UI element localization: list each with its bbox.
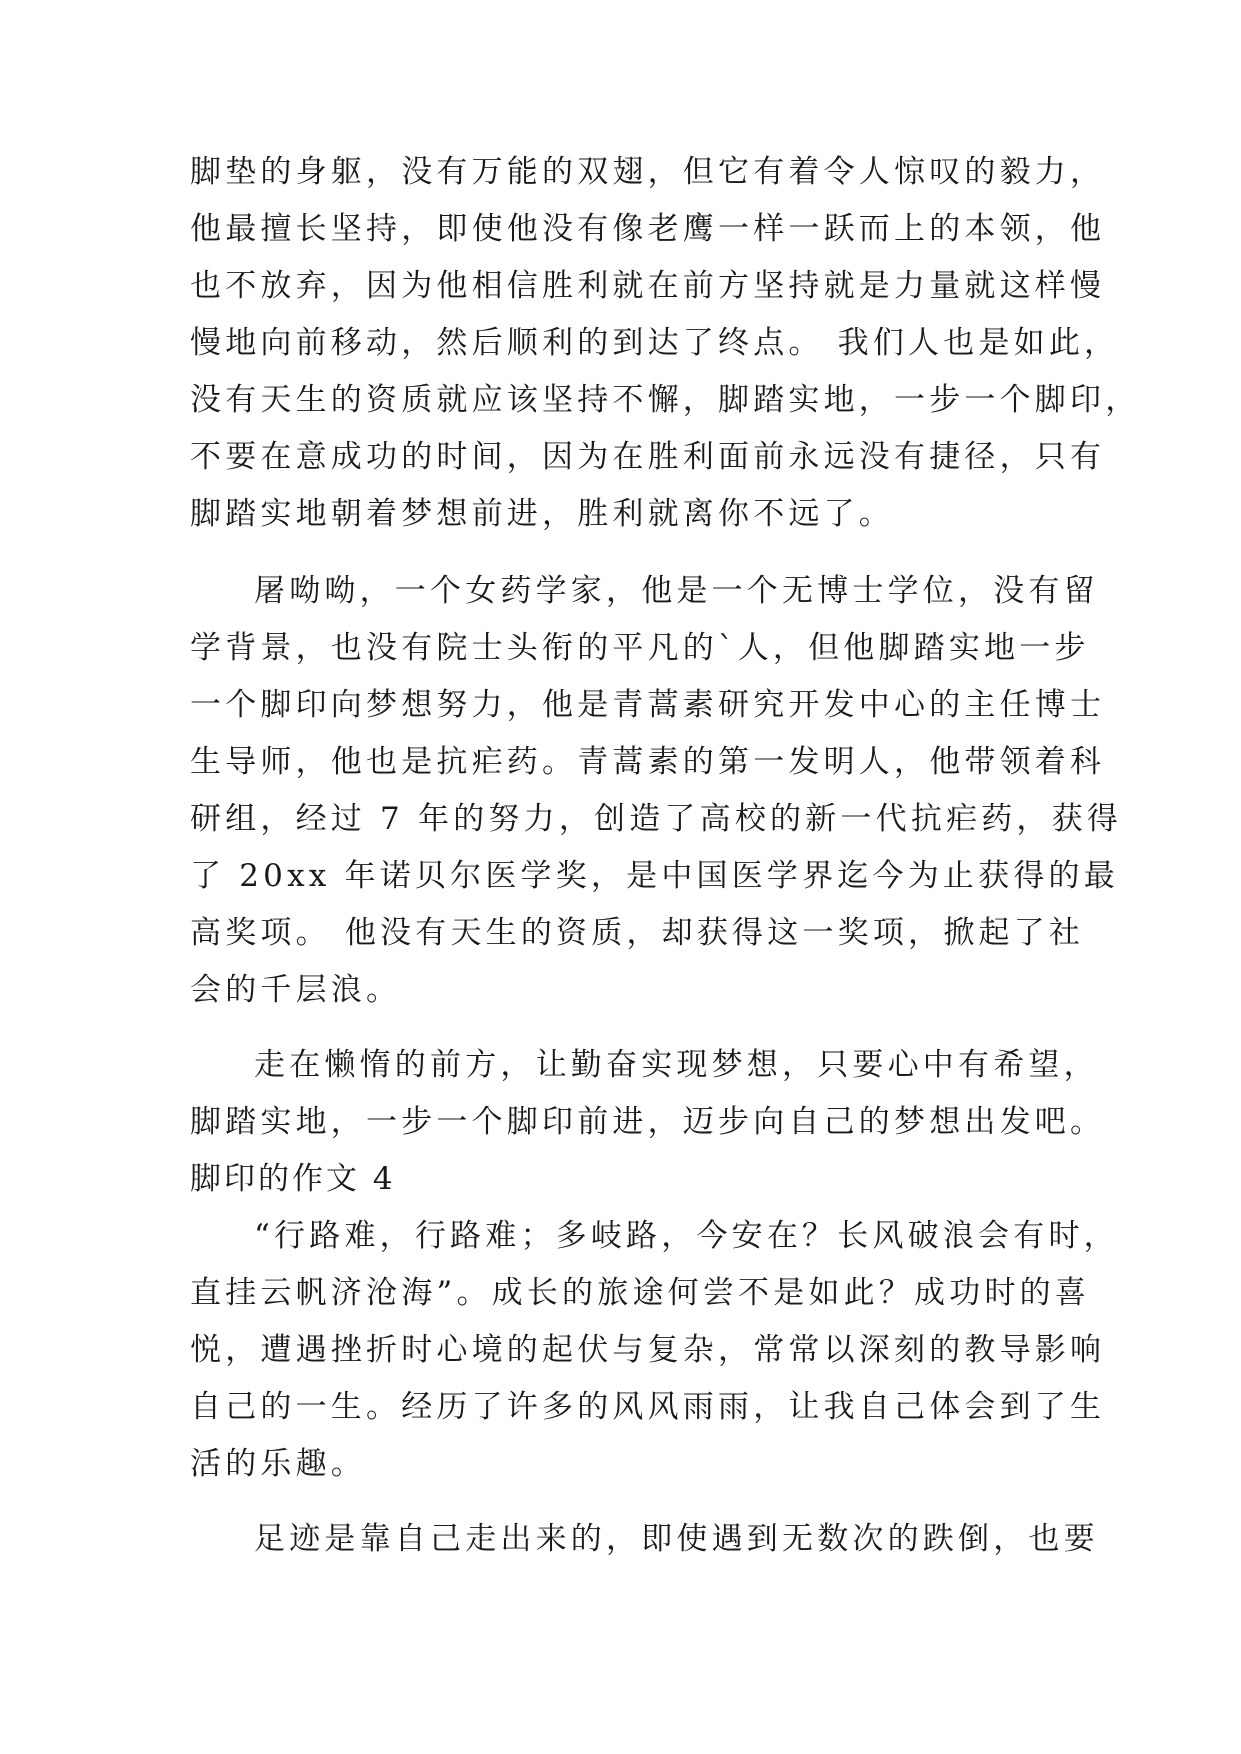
text-line: 悦，遭遇挫折时心境的起伏与复杂，常常以深刻的教导影响 — [190, 1332, 1106, 1368]
text-line: 他最擅长坚持，即使他没有像老鹰一样一跃而上的本领，他 — [190, 211, 1106, 247]
text-line: 直挂云帆济沧海”。成长的旅途何尝不是如此？成功时的喜 — [190, 1275, 1091, 1311]
text-line: 脚踏实地朝着梦想前进，胜利就离你不远了。 — [190, 496, 894, 532]
text-line: 学背景，也没有院士头衔的平凡的`人，但他脚踏实地一步 — [190, 630, 1090, 666]
paragraph-start-line: “行路难，行路难；多岐路，今安在？长风破浪会有时， — [254, 1218, 1119, 1254]
section-heading: 脚印的作文 4 — [190, 1161, 396, 1197]
text-line: 也不放弃，因为他相信胜利就在前方坚持就是力量就这样慢 — [190, 268, 1106, 304]
text-line: 了 20xx 年诺贝尔医学奖，是中国医学界迄今为止获得的最 — [190, 858, 1119, 894]
text-line: 一个脚印向梦想努力，他是青蒿素研究开发中心的主任博士 — [190, 687, 1106, 723]
text-line: 没有天生的资质就应该坚持不懈，脚踏实地，一步一个脚印， — [190, 382, 1141, 418]
text-line: 脚垫的身躯，没有万能的双翅，但它有着令人惊叹的毅力， — [190, 154, 1106, 190]
text-line: 高奖项。 他没有天生的资质，却获得这一奖项，掀起了社 — [190, 915, 1085, 951]
text-line: 脚踏实地，一步一个脚印前进，迈步向自己的梦想出发吧。 — [190, 1104, 1106, 1140]
text-line: 自己的一生。经历了许多的风风雨雨，让我自己体会到了生 — [190, 1389, 1106, 1425]
text-line: 不要在意成功的时间，因为在胜利面前永远没有捷径，只有 — [190, 439, 1106, 475]
text-line: 慢地向前移动，然后顺利的到达了终点。 我们人也是如此， — [190, 325, 1120, 361]
text-line: 研组，经过 7 年的努力，创造了高校的新一代抗疟药，获得 — [190, 801, 1123, 837]
paragraph-start-line: 屠呦呦，一个女药学家，他是一个无博士学位，没有留 — [254, 573, 1099, 609]
text-line: 会的千层浪。 — [190, 972, 402, 1008]
paragraph-start-line: 足迹是靠自己走出来的，即使遇到无数次的跌倒，也要 — [254, 1521, 1099, 1557]
text-line: 生导师，他也是抗疟药。青蒿素的第一发明人，他带领着科 — [190, 744, 1106, 780]
paragraph-start-line: 走在懒惰的前方，让勤奋实现梦想，只要心中有希望， — [254, 1047, 1099, 1083]
text-line: 活的乐趣。 — [190, 1446, 366, 1482]
